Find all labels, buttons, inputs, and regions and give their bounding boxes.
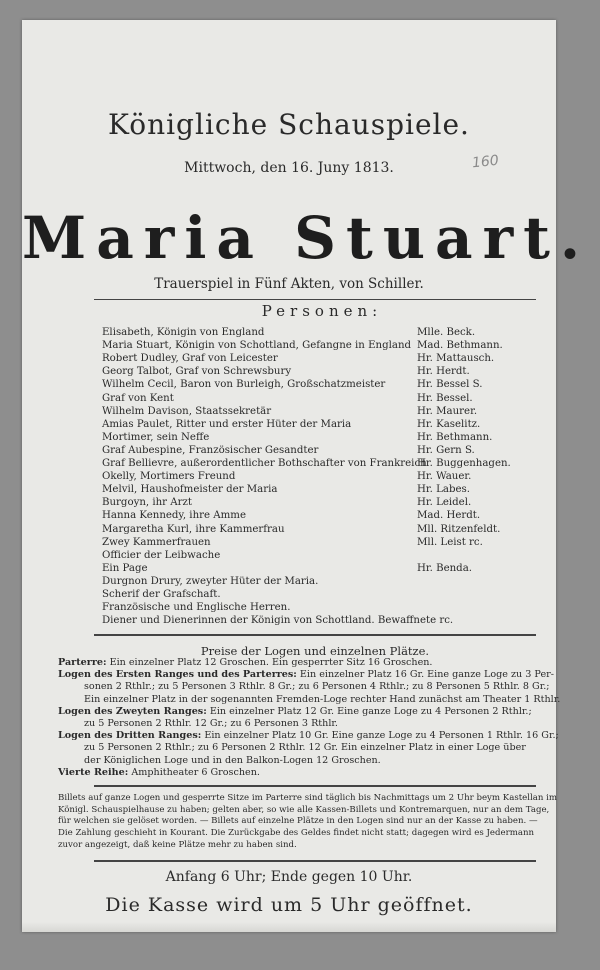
cast-actor: Mlle. Beck. [417,327,476,338]
cast-role: Okelly, Mortimers Freund [102,471,236,483]
cast-role: Margaretha Kurl, ihre Kammerfrau [102,523,285,535]
price-detail: Amphitheater 6 Groschen. [128,766,260,778]
cast-role: Amias Paulet, Ritter und erster Hüter der Maria [102,418,352,430]
cast-actor: Hr. Herdt. [417,366,470,378]
price-line [58,669,554,681]
price-category: Logen des Zweyten Ranges: [58,705,207,717]
cast-actor: Mad. Herdt. [417,510,481,522]
cast-actor: Hr. Wauer. [417,471,472,483]
cast-actor: Hr. Bessel S. [417,379,483,391]
cast-role: Melvil, Haushofmeister der Maria [102,484,278,496]
box-office-opening: Die Kasse wird um 5 Uhr geöffnet. [105,894,473,916]
divider-top [94,299,536,300]
cast-role: Wilhelm Cecil, Baron von Burleigh, Großschatzmeister [102,379,386,391]
price-line [58,694,564,706]
cast-role: Hanna Kennedy, ihre Amme [102,510,246,522]
price-line [58,706,538,718]
cast-actor: Hr. Maurer. [417,405,478,417]
price-category: Parterre: [58,657,107,668]
divider-notice-end [94,860,536,862]
cast-actor: Hr. Leidel. [417,497,472,509]
playbill-sheet [22,20,591,932]
price-line [58,742,564,754]
handwritten-number: 160 [471,152,500,172]
divider-cast-end [94,634,536,636]
price-line [58,730,559,742]
price-category: Logen des Ersten Ranges und des Parterres: [58,669,297,681]
price-detail: Ein einzelner Platz in der sogenannten Fremden-Loge rechter Hand zunächst am Theater 1 Rthlr. [84,693,561,705]
cast-role: Durgnon Drury, zweyter Hüter der Maria. [102,575,319,587]
cast-actor: Hr. Bethmann. [417,431,493,443]
cast-role: Ein Page [102,562,148,574]
price-category: Logen des Dritten Ranges: [58,730,202,742]
price-detail: zu 5 Personen 2 Rthlr. 12 Gr.; zu 6 Personen 3 Rthlr. [84,718,338,729]
notice-line: Die Zahlung geschieht in Kourant. Die Zurückgabe des Geldes findet nicht statt; dagegen wird es Jedermann [58,828,535,839]
notice-line: zuvor angezeigt, daß keine Plätze mehr zu haben sind. [58,839,297,850]
cast-role: Georg Talbot, Graf von Schrewsbury [102,366,292,378]
price-detail: Ein einzelner Platz 12 Groschen. Ein gesperrter Sitz 16 Groschen. [106,657,433,668]
price-detail: Ein einzelner Platz 12 Gr. Eine ganze Loge zu 4 Personen 2 Rthlr.; [206,705,532,717]
cast-actor: Hr. Mattausch. [417,353,495,365]
price-detail: Ein einzelner Platz 10 Gr. Eine ganze Loge zu 4 Personen 1 Rthlr. 16 Gr.; [201,730,559,742]
cast-role: Scherif der Grafschaft. [102,589,221,600]
cast-role: Graf Aubespine, Französischer Gesandter [102,444,319,456]
theatre-name: Königliche Schauspiele. [108,108,470,141]
price-detail: zu 5 Personen 2 Rthlr.; zu 6 Personen 2 Rthlr. 12 Gr. Ein einzelner Platz in einer Loge über [84,742,526,754]
personen-heading: Personen: [261,302,383,320]
cast-role: Maria Stuart, Königin von Schottland, Gefangne in England [102,340,412,352]
price-line [58,657,538,669]
cast-actor: Hr. Buggenhagen. [417,458,511,469]
cast-actor: Mll. Leist rc. [417,536,483,548]
cast-role: Mortimer, sein Neffe [102,431,210,443]
price-category: Vierte Reihe: [58,766,129,778]
notice-line: für welchen sie gelöset worden. — Billets auf einzelne Plätze in den Logen sind nur an der Kasse zu haben. — [58,816,538,827]
cast-actor: Hr. Bessel. [417,392,473,404]
cast-role: Graf Bellievre, außerordentlicher Bothschafter von Frankreich [102,458,427,469]
cast-role: Wilhelm Davison, Staatssekretär [102,405,272,417]
cast-actor: Mll. Ritzenfeldt. [417,523,501,535]
price-line [58,681,564,693]
cast-role: Elisabeth, Königin von England [102,327,265,338]
price-line [58,755,564,767]
price-detail: der Königlichen Loge und in den Balkon-Logen 12 Groschen. [84,754,381,766]
cast-role: Robert Dudley, Graf von Leicester [102,353,278,365]
performance-date: Mittwoch, den 16. Juny 1813. [184,160,394,176]
cast-role: Zwey Kammerfrauen [102,536,211,548]
price-detail: sonen 2 Rthlr.; zu 5 Personen 3 Rthlr. 8 Gr.; zu 6 Personen 4 Rthlr.; zu 8 Personen 5 Rthlr. 8 Gr.; [84,681,550,693]
cast-actor: Hr. Kaselitz. [417,418,481,430]
cast-role: Burgoyn, ihr Arzt [102,497,192,509]
cast-role: Französische und Englische Herren. [102,602,291,614]
notice-line: Königl. Schauspielhause zu haben; gelten aber, so wie alle Kassen-Billets und Kontremarquen, nur an dem Tage, [58,804,550,815]
play-subtitle: Trauerspiel in Fünf Akten, von Schiller. [154,276,424,292]
cast-role: Officier der Leibwache [102,549,221,561]
cast-actor: Hr. Benda. [417,562,473,574]
prices-heading: Preise der Logen und einzelnen Plätze. [200,644,430,658]
cast-role: Diener und Dienerinnen der Königin von Schottland. Bewaffnete rc. [102,615,454,627]
play-title: Maria Stuart. [22,204,591,272]
cast-actor: Mad. Bethmann. [417,340,503,352]
price-line [58,718,564,730]
start-end-time: Anfang 6 Uhr; Ende gegen 10 Uhr. [165,869,413,885]
cast-row [102,613,502,628]
price-detail: Ein einzelner Platz 16 Gr. Eine ganze Loge zu 3 Per- [296,669,554,681]
notice-line: Billets auf ganze Logen und gesperrte Sitze im Parterre sind täglich bis Nachmittags um 2 Uhr beym Kastellan im [58,793,558,803]
cast-actor: Hr. Gern S. [417,444,475,456]
price-line [58,767,538,779]
divider-prices-end [94,785,536,787]
cast-role: Graf von Kent [102,392,174,404]
cast-actor: Hr. Labes. [417,484,470,496]
